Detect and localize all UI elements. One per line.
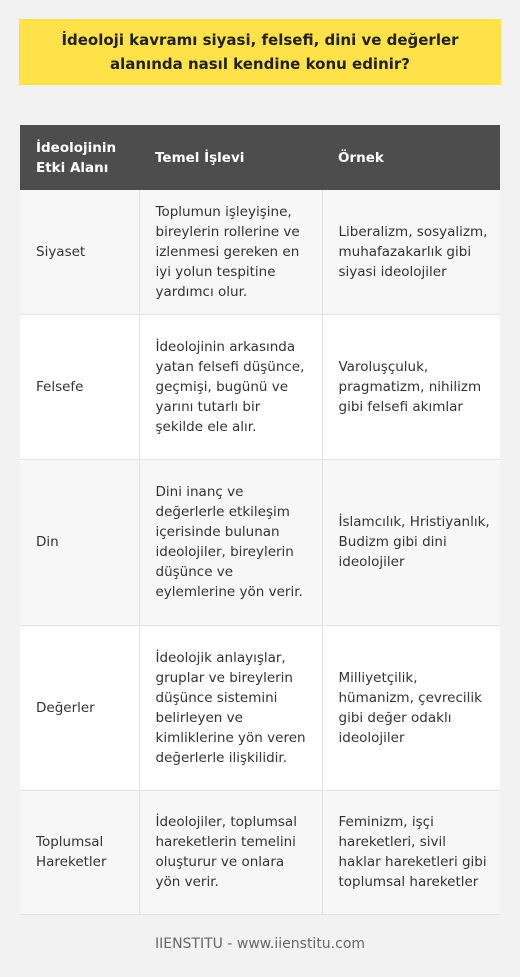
cell-area: Siyaset <box>20 190 139 314</box>
cell-area: Değerler <box>20 625 139 790</box>
title-banner <box>19 19 501 85</box>
table-row <box>20 314 500 459</box>
cell-function: Toplumun işleyişine, bireylerin rollerine ve izlenmesi gereken en iyi yolun tespitine yardımcı olur. <box>139 190 322 314</box>
page-title: İdeoloji kavramı siyasi, felsefi, dini ve değerler alanında nasıl kendine konu edinir? <box>61 31 459 73</box>
cell-function: İdeolojiler, toplumsal hareketlerin temelini oluşturur ve onlara yön verir. <box>139 790 322 914</box>
table-row <box>20 790 500 914</box>
ideology-table <box>20 125 500 915</box>
cell-area: Toplumsal Hareketler <box>20 790 139 914</box>
cell-example: İslamcılık, Hristiyanlık, Budizm gibi dini ideolojiler <box>322 459 500 625</box>
table-row <box>20 625 500 790</box>
table-row <box>20 459 500 625</box>
footer-credit: IIENSTITU - www.iienstitu.com <box>154 936 366 952</box>
cell-area: Felsefe <box>20 314 139 459</box>
cell-function: İdeolojinin arkasında yatan felsefi düşünce, geçmişi, bugünü ve yarını tutarlı bir şekilde ele alır. <box>139 314 322 459</box>
cell-example: Liberalizm, sosyalizm, muhafazakarlık gibi siyasi ideolojiler <box>322 190 500 314</box>
cell-example: Varoluşçuluk, pragmatizm, nihilizm gibi felsefi akımlar <box>322 314 500 459</box>
table-header-row <box>20 125 500 190</box>
header-area: İdeolojinin Etki Alanı <box>20 125 139 190</box>
header-example: Örnek <box>322 125 500 190</box>
cell-area: Din <box>20 459 139 625</box>
header-function: Temel İşlevi <box>139 125 322 190</box>
cell-example: Milliyetçilik, hümanizm, çevrecilik gibi değer odaklı ideolojiler <box>322 625 500 790</box>
table-row <box>20 190 500 314</box>
cell-function: İdeolojik anlayışlar, gruplar ve bireylerin düşünce sistemini belirleyen ve kimliklerine yön veren değerlerle ilişkilidir. <box>139 625 322 790</box>
cell-function: Dini inanç ve değerlerle etkileşim içerisinde bulunan ideolojiler, bireylerin düşünce ve eylemlerine yön verir. <box>139 459 322 625</box>
cell-example: Feminizm, işçi hareketleri, sivil haklar hareketleri gibi toplumsal hareketler <box>322 790 500 914</box>
